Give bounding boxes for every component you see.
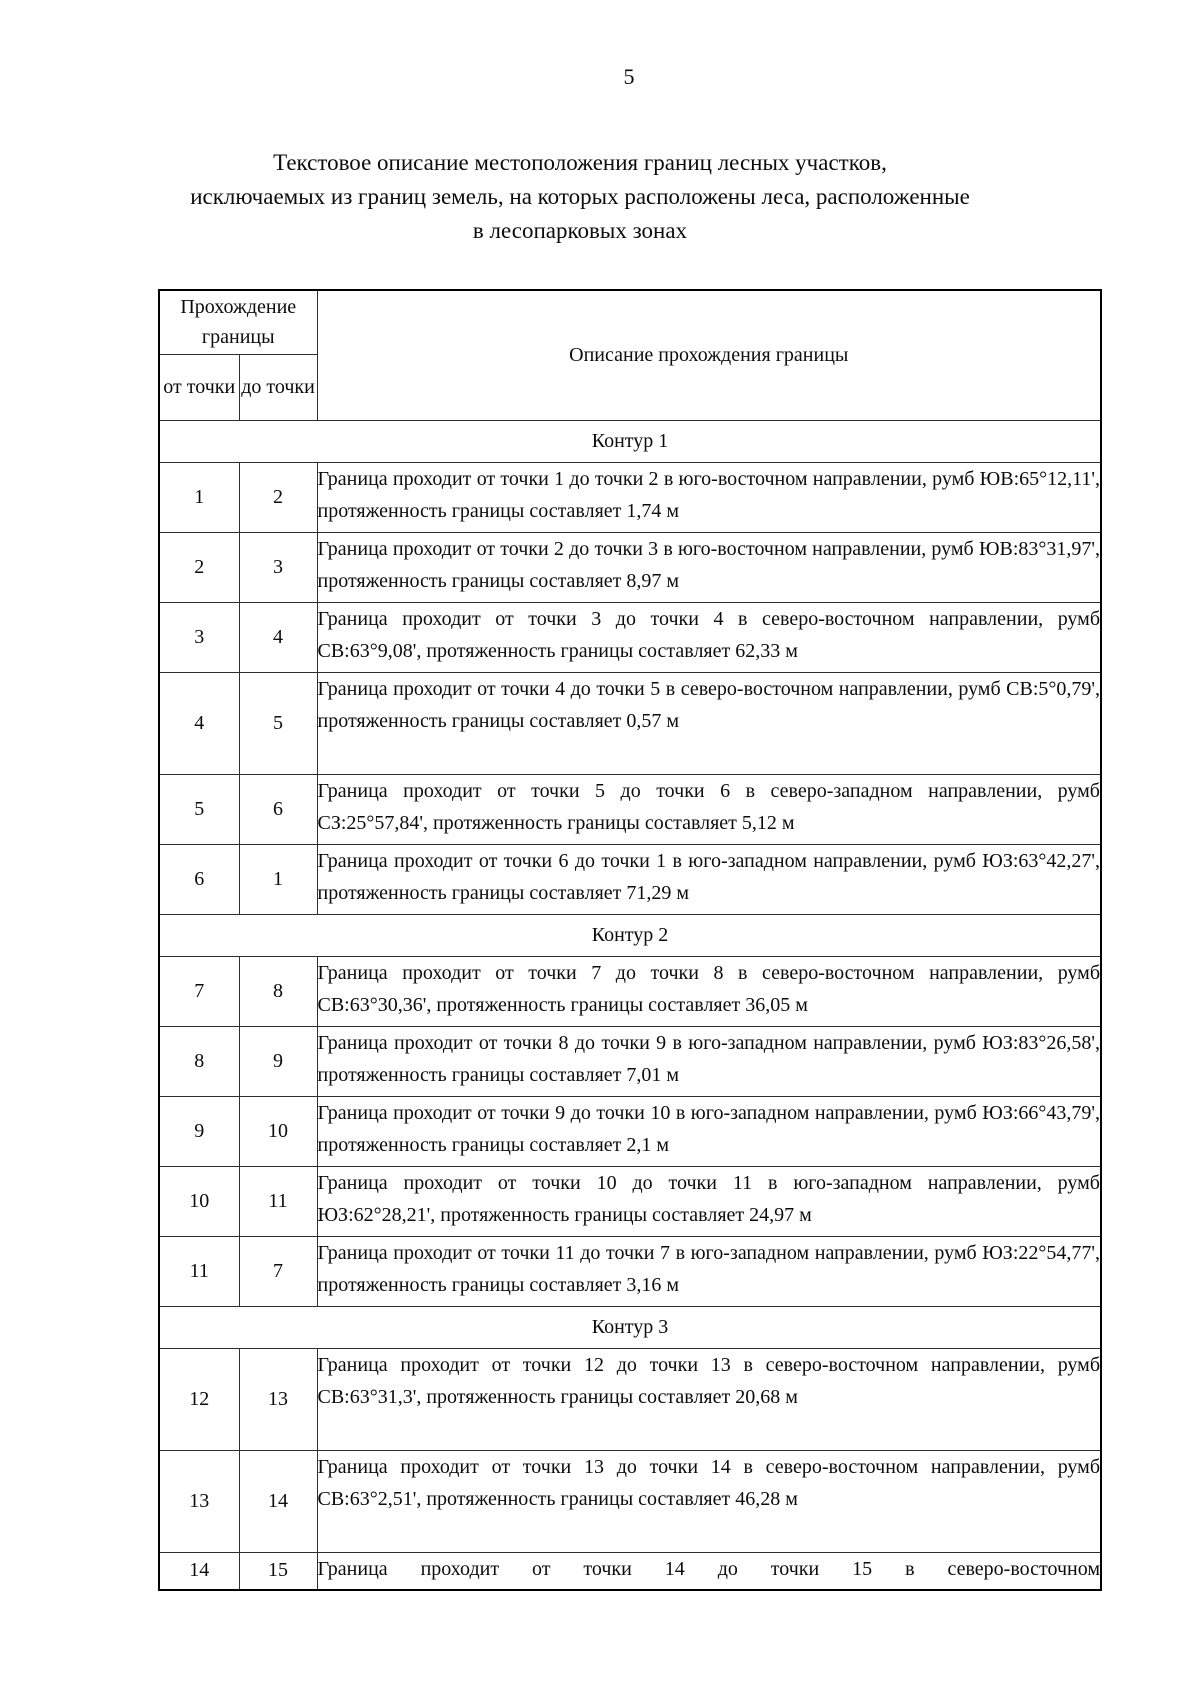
to-point-cell: 8 xyxy=(239,956,317,1026)
from-point-cell: 12 xyxy=(159,1348,239,1450)
boundary-row xyxy=(159,956,1101,1026)
contour-label: Контур 2 xyxy=(159,914,1101,956)
to-point-cell: 7 xyxy=(239,1236,317,1306)
to-point-cell: 2 xyxy=(239,462,317,532)
to-point-cell: 14 xyxy=(239,1450,317,1552)
boundary-row xyxy=(159,1552,1101,1590)
header-passage-group: Прохождение границы xyxy=(159,290,317,354)
boundary-description-cell: Граница проходит от точки 11 до точки 7 в юго-западном направлении, румб ЮЗ:22°54,77', протяженность границы составляет 3,16 м xyxy=(317,1236,1101,1306)
from-point-cell: 9 xyxy=(159,1096,239,1166)
boundary-row xyxy=(159,774,1101,844)
to-point-cell: 4 xyxy=(239,602,317,672)
boundary-row xyxy=(159,1348,1101,1450)
boundary-description-cell: Граница проходит от точки 10 до точки 11 в юго-западном направлении, румб ЮЗ:62°28,21', протяженность границы составляет 24,97 м xyxy=(317,1166,1101,1236)
page-number: 5 xyxy=(623,64,635,89)
from-point-cell: 7 xyxy=(159,956,239,1026)
from-point-cell: 3 xyxy=(159,602,239,672)
from-point-cell: 13 xyxy=(159,1450,239,1552)
document-title-line-3: в лесопарковых зонах xyxy=(472,218,688,243)
boundary-row xyxy=(159,672,1101,774)
from-point-cell: 4 xyxy=(159,672,239,774)
header-from-point: от точки xyxy=(159,354,239,420)
header-description: Описание прохождения границы xyxy=(317,290,1101,420)
boundary-description-cell: Граница проходит от точки 4 до точки 5 в северо-восточном направлении, румб СВ:5°0,79', протяженность границы составляет 0,57 м xyxy=(317,672,1101,774)
boundary-row xyxy=(159,1166,1101,1236)
document-title-line-2: исключаемых из границ земель, на которых расположены леса, расположенные xyxy=(190,184,970,209)
from-point-cell: 5 xyxy=(159,774,239,844)
boundary-description-cell: Граница проходит от точки 6 до точки 1 в юго-западном направлении, румб ЮЗ:63°42,27', протяженность границы составляет 71,29 м xyxy=(317,844,1101,914)
to-point-cell: 5 xyxy=(239,672,317,774)
to-point-cell: 11 xyxy=(239,1166,317,1236)
boundary-description-cell: Граница проходит от точки 13 до точки 14 в северо-восточном направлении, румб СВ:63°2,51', протяженность границы составляет 46,28 м xyxy=(317,1450,1101,1552)
boundary-description-cell: Граница проходит от точки 1 до точки 2 в юго-восточном направлении, румб ЮВ:65°12,11', протяженность границы составляет 1,74 м xyxy=(317,462,1101,532)
boundary-description-cell: Граница проходит от точки 12 до точки 13 в северо-восточном направлении, румб СВ:63°31,3', протяженность границы составляет 20,68 м xyxy=(317,1348,1101,1450)
boundary-row xyxy=(159,602,1101,672)
to-point-cell: 9 xyxy=(239,1026,317,1096)
boundary-row xyxy=(159,1096,1101,1166)
to-point-cell: 1 xyxy=(239,844,317,914)
boundary-row xyxy=(159,1450,1101,1552)
boundary-description-cell: Граница проходит от точки 5 до точки 6 в северо-западном направлении, румб СЗ:25°57,84', протяженность границы составляет 5,12 м xyxy=(317,774,1101,844)
boundary-description-cell: Граница проходит от точки 8 до точки 9 в юго-западном направлении, румб ЮЗ:83°26,58', протяженность границы составляет 7,01 м xyxy=(317,1026,1101,1096)
boundary-row xyxy=(159,532,1101,602)
to-point-cell: 13 xyxy=(239,1348,317,1450)
from-point-cell: 1 xyxy=(159,462,239,532)
from-point-cell: 8 xyxy=(159,1026,239,1096)
table-header-row-top xyxy=(159,290,1101,354)
boundary-description-cell: Граница проходит от точки 14 до точки 15 в северо-восточном xyxy=(317,1552,1101,1590)
document-title-line-1: Текстовое описание местоположения границ лесных участков, xyxy=(273,150,887,175)
from-point-cell: 14 xyxy=(159,1552,239,1590)
boundary-row xyxy=(159,844,1101,914)
contour-section-row xyxy=(159,914,1101,956)
to-point-cell: 6 xyxy=(239,774,317,844)
from-point-cell: 11 xyxy=(159,1236,239,1306)
boundary-row xyxy=(159,462,1101,532)
contour-section-row xyxy=(159,420,1101,462)
boundary-description-cell: Граница проходит от точки 2 до точки 3 в юго-восточном направлении, румб ЮВ:83°31,97', протяженность границы составляет 8,97 м xyxy=(317,532,1101,602)
contour-label: Контур 3 xyxy=(159,1306,1101,1348)
to-point-cell: 10 xyxy=(239,1096,317,1166)
boundary-row xyxy=(159,1026,1101,1096)
contour-section-row xyxy=(159,1306,1101,1348)
boundary-row xyxy=(159,1236,1101,1306)
boundary-description-cell: Граница проходит от точки 9 до точки 10 в юго-западном направлении, румб ЮЗ:66°43,79', протяженность границы составляет 2,1 м xyxy=(317,1096,1101,1166)
header-to-point: до точки xyxy=(239,354,317,420)
boundary-description-table xyxy=(158,289,1102,1591)
boundary-description-cell: Граница проходит от точки 7 до точки 8 в северо-восточном направлении, румб СВ:63°30,36', протяженность границы составляет 36,05 м xyxy=(317,956,1101,1026)
document-title xyxy=(100,146,1060,248)
to-point-cell: 3 xyxy=(239,532,317,602)
from-point-cell: 10 xyxy=(159,1166,239,1236)
contour-label: Контур 1 xyxy=(159,420,1101,462)
from-point-cell: 2 xyxy=(159,532,239,602)
from-point-cell: 6 xyxy=(159,844,239,914)
to-point-cell: 15 xyxy=(239,1552,317,1590)
boundary-description-cell: Граница проходит от точки 3 до точки 4 в северо-восточном направлении, румб СВ:63°9,08', протяженность границы составляет 62,33 м xyxy=(317,602,1101,672)
